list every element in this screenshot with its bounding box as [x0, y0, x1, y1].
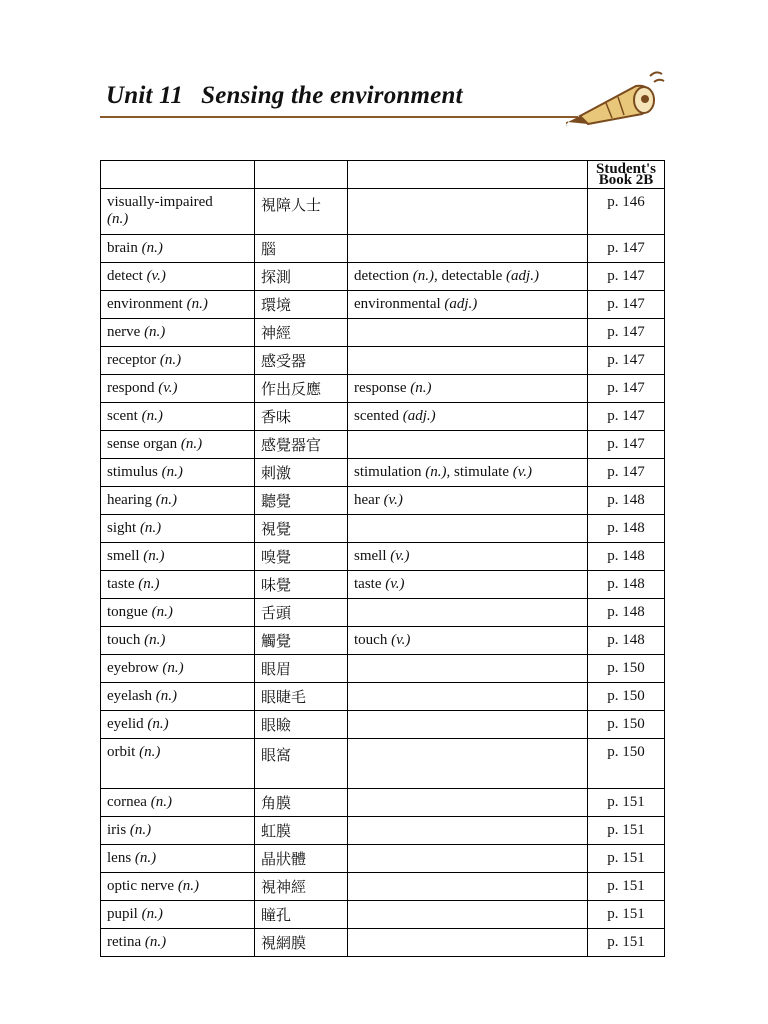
chinese-translation: 視神經	[255, 873, 348, 901]
related-forms: stimulation (n.), stimulate (v.)	[348, 459, 588, 487]
related-forms: environmental (adj.)	[348, 291, 588, 319]
term-cell	[101, 291, 255, 319]
related-forms: detection (n.), detectable (adj.)	[348, 263, 588, 291]
table-row	[101, 789, 665, 817]
term-cell	[101, 403, 255, 431]
page-reference: p. 148	[588, 487, 665, 515]
related-forms: touch (v.)	[348, 627, 588, 655]
unit-title: Sensing the environment	[201, 82, 463, 109]
term-word: nerve	[107, 324, 141, 340]
header-cell-page: Student's Book 2B	[588, 161, 665, 189]
related-forms	[348, 929, 588, 957]
term-word: cornea	[107, 794, 147, 810]
term-part-of-speech: (n.)	[139, 520, 162, 536]
term-word: taste	[107, 576, 135, 592]
term-cell	[101, 739, 255, 789]
term-cell	[101, 571, 255, 599]
header-cell-related	[348, 161, 588, 189]
chinese-translation: 聽覺	[255, 487, 348, 515]
page-reference: p. 151	[588, 845, 665, 873]
related-part-of-speech: (v.)	[390, 548, 410, 564]
chinese-translation: 角膜	[255, 789, 348, 817]
term-cell	[101, 655, 255, 683]
term-cell	[101, 263, 255, 291]
term-part-of-speech: (n.)	[162, 660, 184, 676]
term-word: optic nerve	[107, 878, 175, 894]
page-reference: p. 147	[588, 347, 665, 375]
term-cell	[101, 347, 255, 375]
term-cell	[101, 683, 255, 711]
table-header-row	[101, 161, 665, 189]
term-word: detect	[107, 268, 143, 284]
term-word: touch	[107, 632, 141, 648]
chinese-translation: 感受器	[255, 347, 348, 375]
chinese-translation: 味覺	[255, 571, 348, 599]
title-underline	[100, 116, 578, 118]
related-part-of-speech: (v.)	[385, 576, 405, 592]
chinese-translation: 視覺	[255, 515, 348, 543]
chinese-translation: 眼瞼	[255, 711, 348, 739]
term-word: scent	[107, 408, 138, 424]
chinese-translation: 環境	[255, 291, 348, 319]
term-cell	[101, 789, 255, 817]
related-forms	[348, 599, 588, 627]
page-reference: p. 148	[588, 543, 665, 571]
chinese-translation: 眼窩	[255, 739, 348, 789]
page-reference: p. 148	[588, 627, 665, 655]
term-part-of-speech: (n.)	[143, 548, 165, 564]
term-word: eyelid	[107, 716, 144, 732]
chinese-translation: 神經	[255, 319, 348, 347]
related-forms	[348, 189, 588, 235]
chinese-translation: 視網膜	[255, 929, 348, 957]
term-word: retina	[107, 934, 142, 950]
term-part-of-speech: (n.)	[161, 464, 183, 480]
chinese-translation: 香味	[255, 403, 348, 431]
related-forms: scented (adj.)	[348, 403, 588, 431]
chinese-translation: 瞳孔	[255, 901, 348, 929]
table-row	[101, 347, 665, 375]
related-part-of-speech: (adj.)	[444, 296, 478, 312]
term-cell	[101, 515, 255, 543]
term-part-of-speech: (n.)	[138, 576, 160, 592]
related-forms: response (n.)	[348, 375, 588, 403]
term-word: eyelash	[107, 688, 152, 704]
page-reference: p. 147	[588, 431, 665, 459]
table-row	[101, 235, 665, 263]
term-cell	[101, 543, 255, 571]
term-part-of-speech: (n.)	[147, 716, 169, 732]
term-word: receptor	[107, 352, 157, 368]
page-reference: p. 147	[588, 459, 665, 487]
related-part-of-speech: (adj.)	[402, 408, 436, 424]
chinese-translation: 腦	[255, 235, 348, 263]
term-part-of-speech: (n.)	[144, 632, 166, 648]
page-reference: p. 151	[588, 873, 665, 901]
term-part-of-speech: (n.)	[155, 492, 177, 508]
vocabulary-table	[100, 160, 665, 957]
term-part-of-speech: (n.)	[186, 296, 208, 312]
related-part-of-speech: (v.)	[512, 464, 533, 480]
term-cell	[101, 235, 255, 263]
page-reference: p. 150	[588, 683, 665, 711]
page-reference: p. 147	[588, 403, 665, 431]
term-part-of-speech: (v.)	[158, 380, 178, 396]
term-part-of-speech: (n.)	[177, 878, 200, 894]
table-row	[101, 515, 665, 543]
table-row	[101, 375, 665, 403]
unit-number: Unit 11	[106, 82, 184, 109]
term-part-of-speech: (v.)	[146, 268, 166, 284]
related-forms	[348, 901, 588, 929]
page-reference: p. 151	[588, 789, 665, 817]
related-part-of-speech: (n.)	[410, 380, 432, 396]
term-part-of-speech: (n.)	[141, 906, 163, 922]
term-word: environment	[107, 296, 183, 312]
term-word: smell	[107, 548, 140, 564]
term-part-of-speech: (n.)	[159, 352, 182, 368]
term-part-of-speech: (n.)	[180, 436, 203, 452]
term-part-of-speech: (n.)	[144, 934, 167, 950]
related-part-of-speech: (v.)	[391, 632, 411, 648]
page-reference: p. 148	[588, 571, 665, 599]
table-row	[101, 487, 665, 515]
related-forms	[348, 711, 588, 739]
term-cell	[101, 817, 255, 845]
term-part-of-speech: (n.)	[155, 688, 177, 704]
term-part-of-speech: (n.)	[107, 211, 129, 227]
related-forms	[348, 235, 588, 263]
term-part-of-speech: (n.)	[129, 822, 152, 838]
chinese-translation: 舌頭	[255, 599, 348, 627]
page-reference: p. 150	[588, 739, 665, 789]
page-title	[106, 82, 463, 110]
related-forms	[348, 789, 588, 817]
table-row	[101, 817, 665, 845]
term-part-of-speech: (n.)	[141, 408, 163, 424]
table-row	[101, 873, 665, 901]
term-cell	[101, 459, 255, 487]
page-reference: p. 147	[588, 319, 665, 347]
table-row	[101, 929, 665, 957]
chinese-translation: 作出反應	[255, 375, 348, 403]
page-reference: p. 151	[588, 817, 665, 845]
term-cell	[101, 873, 255, 901]
term-word: eyebrow	[107, 660, 159, 676]
chinese-translation: 眼睫毛	[255, 683, 348, 711]
table-row	[101, 543, 665, 571]
chinese-translation: 觸覺	[255, 627, 348, 655]
page-reference: p. 151	[588, 929, 665, 957]
term-word: sense organ	[107, 436, 178, 452]
table-row	[101, 291, 665, 319]
term-cell	[101, 487, 255, 515]
term-word: lens	[107, 850, 132, 866]
related-forms	[348, 515, 588, 543]
chinese-translation: 晶狀體	[255, 845, 348, 873]
term-cell	[101, 319, 255, 347]
chinese-translation: 刺激	[255, 459, 348, 487]
term-cell	[101, 431, 255, 459]
related-forms: hear (v.)	[348, 487, 588, 515]
term-cell	[101, 375, 255, 403]
table-row	[101, 683, 665, 711]
term-cell	[101, 929, 255, 957]
term-part-of-speech: (n.)	[134, 850, 157, 866]
header-cell-word	[101, 161, 255, 189]
page-reference: p. 148	[588, 599, 665, 627]
chinese-translation: 眼眉	[255, 655, 348, 683]
related-part-of-speech: (n.)	[425, 464, 447, 480]
page-reference: p. 147	[588, 263, 665, 291]
related-forms	[348, 739, 588, 789]
term-word: stimulus	[107, 464, 158, 480]
term-word: tongue	[107, 604, 148, 620]
page-reference: p. 147	[588, 291, 665, 319]
page-reference: p. 150	[588, 655, 665, 683]
term-cell	[101, 627, 255, 655]
table-row	[101, 739, 665, 789]
term-word: hearing	[107, 492, 152, 508]
chinese-translation: 嗅覺	[255, 543, 348, 571]
chinese-translation: 視障人士	[255, 189, 348, 235]
page-reference: p. 146	[588, 189, 665, 235]
related-forms	[348, 683, 588, 711]
table-row	[101, 403, 665, 431]
related-forms	[348, 845, 588, 873]
term-word: sight	[107, 520, 137, 536]
related-forms	[348, 431, 588, 459]
term-part-of-speech: (n.)	[144, 324, 166, 340]
related-part-of-speech: (n.)	[412, 268, 434, 284]
table-row	[101, 189, 665, 235]
table-row	[101, 599, 665, 627]
table-row	[101, 655, 665, 683]
term-word: respond	[107, 380, 155, 396]
chinese-translation: 虹膜	[255, 817, 348, 845]
term-part-of-speech: (n.)	[151, 604, 173, 620]
term-word: pupil	[107, 906, 138, 922]
pencil-icon	[566, 66, 666, 126]
term-cell	[101, 599, 255, 627]
related-part-of-speech: (v.)	[383, 492, 403, 508]
related-forms	[348, 873, 588, 901]
term-word: iris	[107, 822, 127, 838]
page-reference: p. 148	[588, 515, 665, 543]
table-row	[101, 901, 665, 929]
table-row	[101, 711, 665, 739]
related-forms	[348, 319, 588, 347]
page-reference: p. 147	[588, 375, 665, 403]
term-part-of-speech: (n.)	[150, 794, 172, 810]
term-cell	[101, 845, 255, 873]
table-row	[101, 263, 665, 291]
related-forms	[348, 347, 588, 375]
term-word: brain	[107, 240, 138, 256]
term-word: orbit	[107, 744, 136, 760]
table-row	[101, 319, 665, 347]
related-forms	[348, 655, 588, 683]
term-cell	[101, 711, 255, 739]
term-part-of-speech: (n.)	[141, 240, 163, 256]
table-row	[101, 627, 665, 655]
page-reference: p. 151	[588, 901, 665, 929]
page-reference: p. 150	[588, 711, 665, 739]
table-row	[101, 571, 665, 599]
related-forms: smell (v.)	[348, 543, 588, 571]
term-cell	[101, 189, 255, 235]
term-cell	[101, 901, 255, 929]
table-row	[101, 431, 665, 459]
chinese-translation: 感覺器官	[255, 431, 348, 459]
term-word: visually-impaired	[107, 194, 213, 210]
header-cell-chinese	[255, 161, 348, 189]
term-part-of-speech: (n.)	[139, 744, 161, 760]
table-row	[101, 459, 665, 487]
chinese-translation: 探測	[255, 263, 348, 291]
table-row	[101, 845, 665, 873]
related-forms	[348, 817, 588, 845]
related-forms: taste (v.)	[348, 571, 588, 599]
related-part-of-speech: (adj.)	[506, 268, 539, 284]
page-reference: p. 147	[588, 235, 665, 263]
